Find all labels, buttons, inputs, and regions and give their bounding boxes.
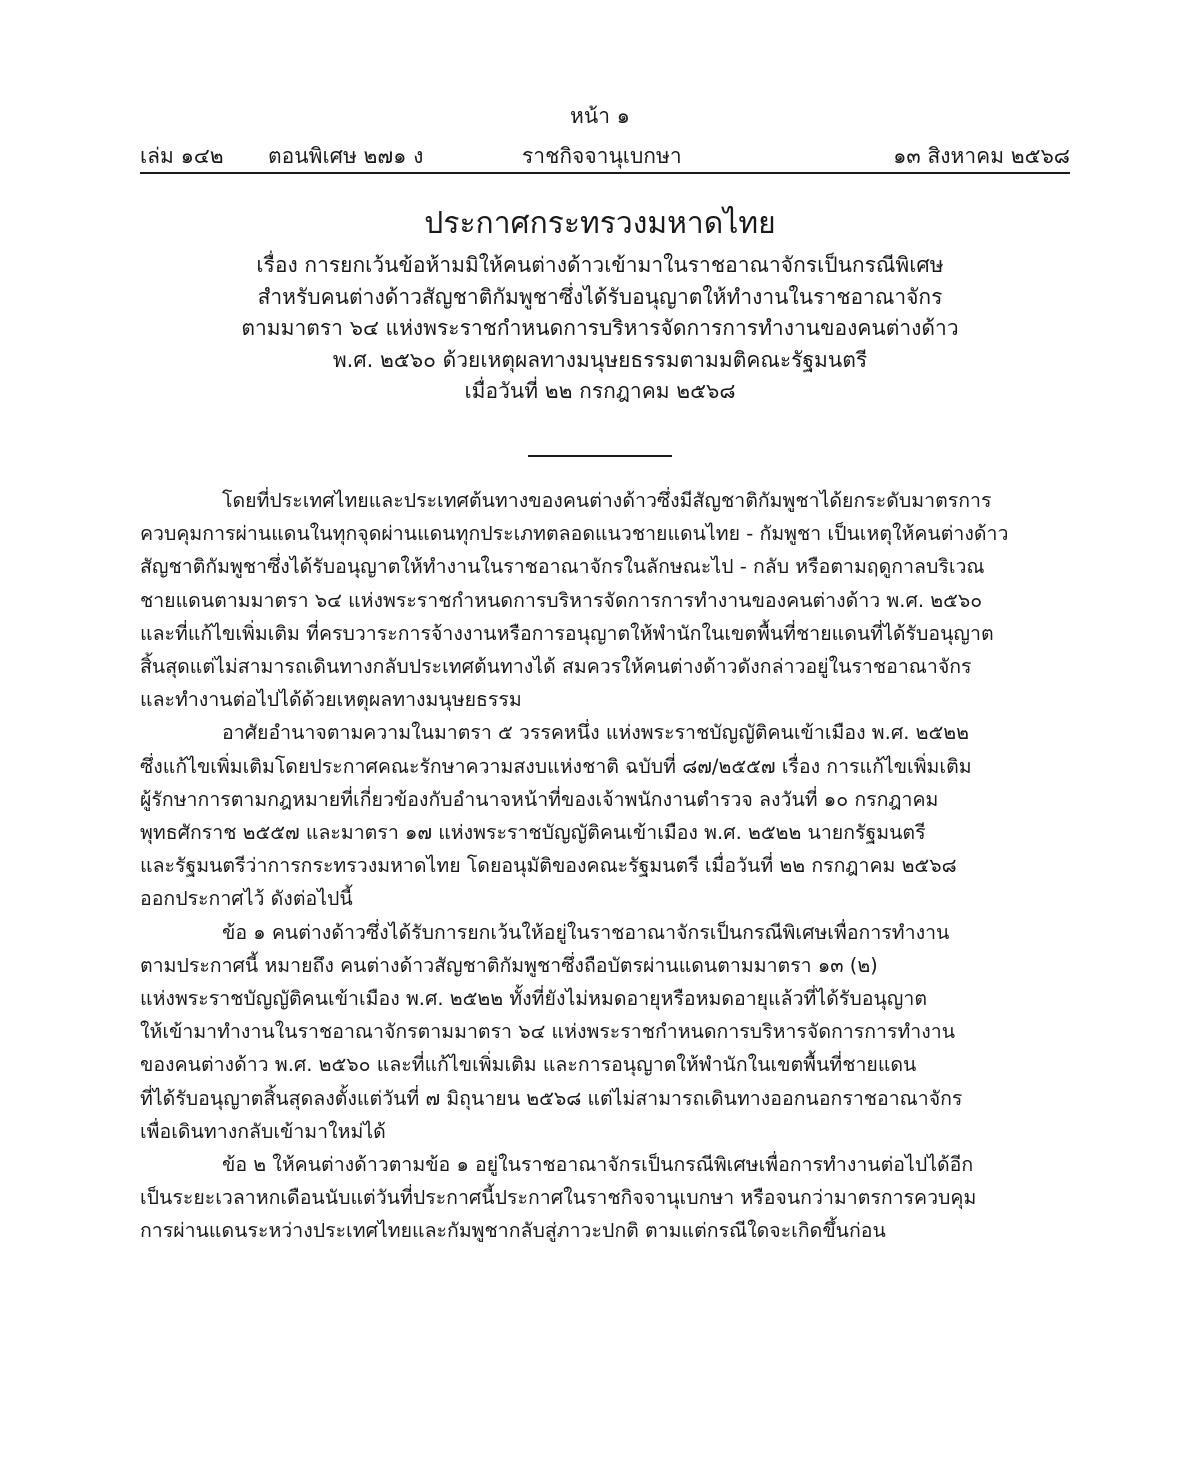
publish-date: ๑๓ สิงหาคม ๒๕๖๘	[893, 144, 1070, 168]
body-line: ให้เข้ามาทำงานในราชอาณาจักรตามมาตรา ๖๔ แห่งพระราชกำหนดการบริหารจัดการการทำงาน	[140, 1020, 956, 1044]
body-line: ชายแดนตามมาตรา ๖๔ แห่งพระราชกำหนดการบริหารจัดการการทำงานของคนต่างด้าว พ.ศ. ๒๕๖๐	[140, 588, 983, 612]
subject-divider	[528, 455, 672, 457]
body-line: ของคนต่างด้าว พ.ศ. ๒๕๖๐ และที่แก้ไขเพิ่มเติม และการอนุญาตให้พำนักในเขตพื้นที่ชายแดน	[140, 1053, 917, 1077]
body-line: ที่ได้รับอนุญาตสิ้นสุดลงตั้งแต่วันที่ ๗ มิถุนายน ๒๕๖๘ แต่ไม่สามารถเดินทางออกนอกราชอาณาจักร	[140, 1086, 963, 1110]
body-line: เพื่อเดินทางกลับเข้ามาใหม่ได้	[140, 1119, 386, 1143]
body-line: และที่แก้ไขเพิ่มเติม ที่ครบวาระการจ้างงานหรือการอนุญาตให้พำนักในเขตพื้นที่ชายแดนที่ได้รับอนุญาต	[140, 621, 994, 645]
body-line: แห่งพระราชบัญญัติคนเข้าเมือง พ.ศ. ๒๕๒๒ ทั้งที่ยังไม่หมดอายุหรือหมดอายุแล้วที่ได้รับอนุญาต	[140, 987, 927, 1011]
subject-line: สำหรับคนต่างด้าวสัญชาติกัมพูชาซึ่งได้รับอนุญาตให้ทำงานในราชอาณาจักร	[257, 284, 943, 309]
subject-line: เรื่อง การยกเว้นข้อห้ามมิให้คนต่างด้าวเข้ามาในราชอาณาจักรเป็นกรณีพิเศษ	[256, 253, 944, 277]
body-line: เป็นระยะเวลาหกเดือนนับแต่วันที่ประกาศนี้ประกาศในราชกิจจานุเบกษา หรือจนกว่ามาตรการควบคุม	[140, 1186, 977, 1210]
header-divider	[140, 172, 1070, 174]
body-line: อาศัยอำนาจตามความในมาตรา ๕ วรรคหนึ่ง แห่งพระราชบัญญัติคนเข้าเมือง พ.ศ. ๒๕๒๒	[222, 721, 969, 745]
volume-number: เล่ม ๑๔๒	[140, 144, 224, 168]
gazette-name: ราชกิจจานุเบกษา	[522, 144, 682, 168]
body-line: ผู้รักษาการตามกฎหมายที่เกี่ยวข้องกับอำนาจหน้าที่ของเจ้าพนักงานตำรวจ ลงวันที่ ๑๐ กรกฎาคม	[140, 787, 939, 811]
subject-line: พ.ศ. ๒๕๖๐ ด้วยเหตุผลทางมนุษยธรรมตามมติคณะรัฐมนตรี	[332, 347, 868, 372]
body-line: ออกประกาศไว้ ดังต่อไปนี้	[140, 887, 353, 911]
body-line: โดยที่ประเทศไทยและประเทศต้นทางของคนต่างด้าวซึ่งมีสัญชาติกัมพูชาได้ยกระดับมาตรการ	[222, 489, 992, 512]
body-line: และทำงานต่อไปได้ด้วยเหตุผลทางมนุษยธรรม	[140, 688, 522, 712]
body-line: สิ้นสุดแต่ไม่สามารถเดินทางกลับประเทศต้นทางได้ สมควรให้คนต่างด้าวดังกล่าวอยู่ในราชอาณาจักร	[140, 655, 972, 679]
issue-number: ตอนพิเศษ ๒๗๑ ง	[268, 144, 424, 168]
page-number: หน้า ๑	[570, 104, 630, 128]
announcement-subject	[0, 250, 1200, 408]
body-line: การผ่านแดนระหว่างประเทศไทยและกัมพูชากลับสู่ภาวะปกติ ตามแต่กรณีใดจะเกิดขึ้นก่อน	[140, 1219, 886, 1243]
body-line: ซึ่งแก้ไขเพิ่มเติมโดยประกาศคณะรักษาความสงบแห่งชาติ ฉบับที่ ๘๗/๒๕๕๗ เรื่อง การแก้ไขเพิ่มเติม	[140, 754, 972, 778]
subject-line: ตามมาตรา ๖๔ แห่งพระราชกำหนดการบริหารจัดการการทำงานของคนต่างด้าว	[241, 316, 959, 340]
body-line: และรัฐมนตรีว่าการกระทรวงมหาดไทย โดยอนุมัติของคณะรัฐมนตรี เมื่อวันที่ ๒๒ กรกฎาคม ๒๕๖๘	[140, 854, 957, 878]
announcement-body	[140, 484, 1070, 1248]
body-line: ข้อ ๒ ให้คนต่างด้าวตามข้อ ๑ อยู่ในราชอาณาจักรเป็นกรณีพิเศษเพื่อการทำงานต่อไปได้อีก	[222, 1153, 974, 1177]
body-line: ตามประกาศนี้ หมายถึง คนต่างด้าวสัญชาติกัมพูชาซึ่งถือบัตรผ่านแดนตามมาตรา ๑๓ (๒)	[140, 953, 878, 977]
announcement-title: ประกาศกระทรวงมหาดไทย	[424, 206, 776, 241]
gazette-header	[140, 140, 1070, 172]
body-line: ข้อ ๑ คนต่างด้าวซึ่งได้รับการยกเว้นให้อยู่ในราชอาณาจักรเป็นกรณีพิเศษเพื่อการทำงาน	[222, 920, 950, 944]
body-line: พุทธศักราช ๒๕๕๗ และมาตรา ๑๗ แห่งพระราชบัญญัติคนเข้าเมือง พ.ศ. ๒๕๒๒ นายกรัฐมนตรี	[140, 821, 926, 845]
subject-line: เมื่อวันที่ ๒๒ กรกฎาคม ๒๕๖๘	[464, 379, 736, 403]
body-line: สัญชาติกัมพูชาซึ่งได้รับอนุญาตให้ทำงานในราชอาณาจักรในลักษณะไป - กลับ หรือตามฤดูกาลบริเวณ	[140, 555, 985, 579]
body-line: ควบคุมการผ่านแดนในทุกจุดผ่านแดนทุกประเภทตลอดแนวชายแดนไทย - กัมพูชา เป็นเหตุให้คนต่างด้าว	[140, 522, 1009, 546]
